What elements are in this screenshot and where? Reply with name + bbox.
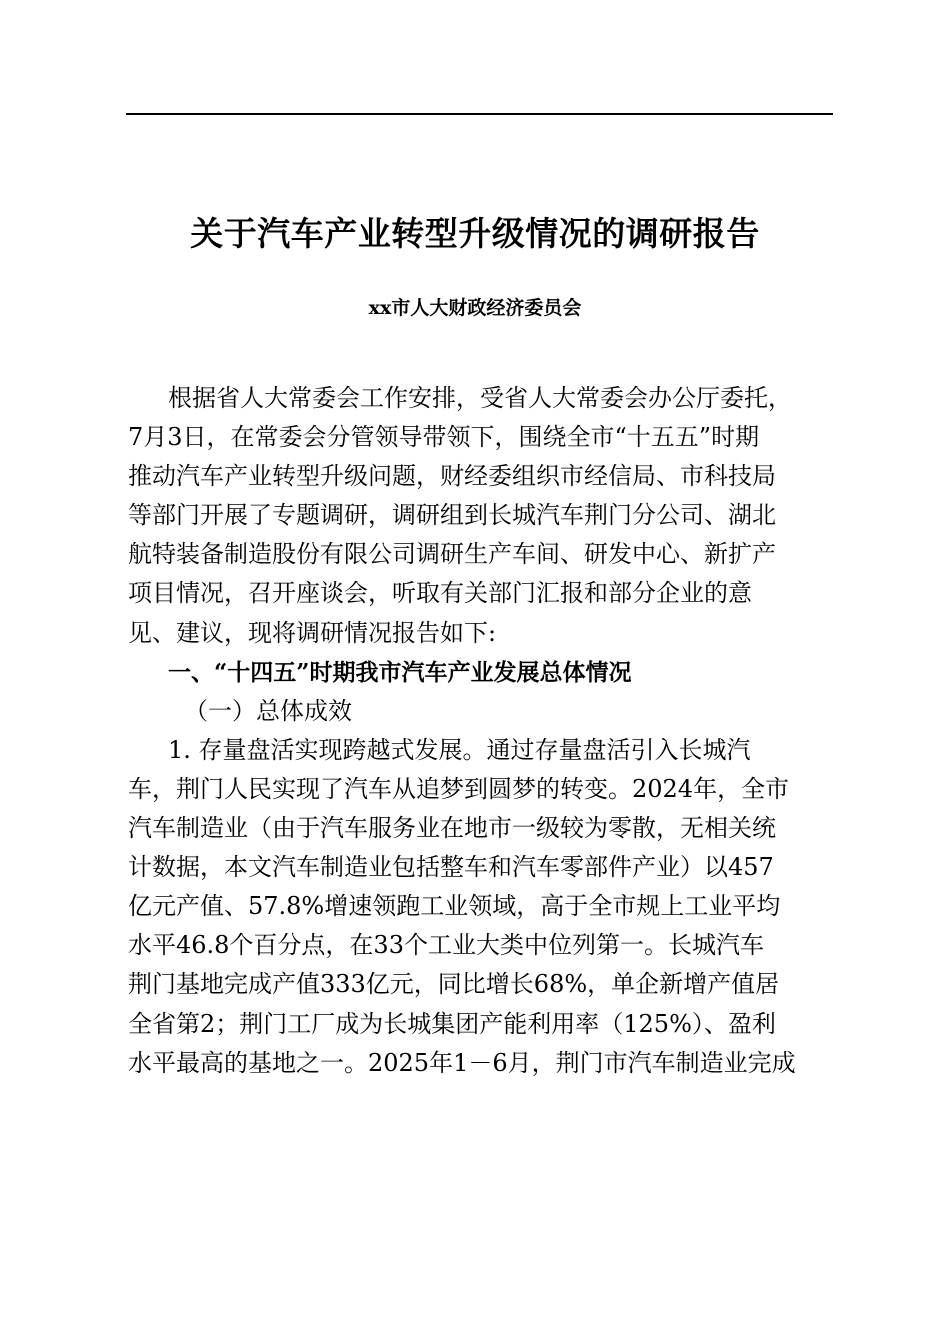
paragraph-line: 1. 存量盘活实现跨越式发展。通过存量盘活引入长城汽	[168, 735, 751, 764]
paragraph-line: 7月3日，在常委会分管领导带领下，围绕全市“十五五”时期	[128, 423, 760, 452]
paragraph-line: 车，荆门人民实现了汽车从追梦到圆梦的转变。2024年，全市	[128, 774, 790, 803]
paragraph-line: 航特装备制造股份有限公司调研生产车间、研发中心、新扩产	[128, 540, 776, 569]
paragraph-line: 水平46.8个百分点，在33个工业大类中位列第一。长城汽车	[128, 931, 764, 960]
header-rule	[126, 113, 833, 115]
document-title: 关于汽车产业转型升级情况的调研报告	[190, 214, 760, 253]
paragraph-line: 计数据，本文汽车制造业包括整车和汽车零部件产业）以457	[128, 853, 774, 882]
paragraph-line: 推动汽车产业转型升级问题，财经委组织市经信局、市科技局	[128, 462, 776, 491]
paragraph-line: 根据省人大常委会工作安排，受省人大常委会办公厅委托，	[168, 384, 792, 412]
paragraph-line: 见、建议，现将调研情况报告如下:	[128, 618, 497, 647]
document-body	[128, 379, 833, 1083]
paragraph-line: 亿元产值、57.8%增速领跑工业领域，高于全市规上工业平均	[128, 892, 781, 921]
paragraph-line: 全省第2；荆门工厂成为长城集团产能利用率（125%）、盈利	[128, 1009, 776, 1038]
paragraph-line: 荆门基地完成产值333亿元，同比增长68%，单企新增产值居	[128, 970, 780, 999]
section-heading: 一、“十四五”时期我市汽车产业发展总体情况	[168, 658, 632, 686]
paragraph-line: 等部门开展了专题调研，调研组到长城汽车荆门分公司、湖北	[128, 501, 776, 530]
subsection-heading: （一）总体成效	[184, 696, 352, 725]
paragraph-line: 项目情况，召开座谈会，听取有关部门汇报和部分企业的意	[128, 579, 752, 608]
paragraph-line: 汽车制造业（由于汽车服务业在地市一级较为零散，无相关统	[128, 814, 776, 843]
document-subtitle: xx市人大财政经济委员会	[368, 297, 582, 319]
paragraph-line: 水平最高的基地之一。2025年1－6月，荆门市汽车制造业完成	[128, 1048, 796, 1077]
